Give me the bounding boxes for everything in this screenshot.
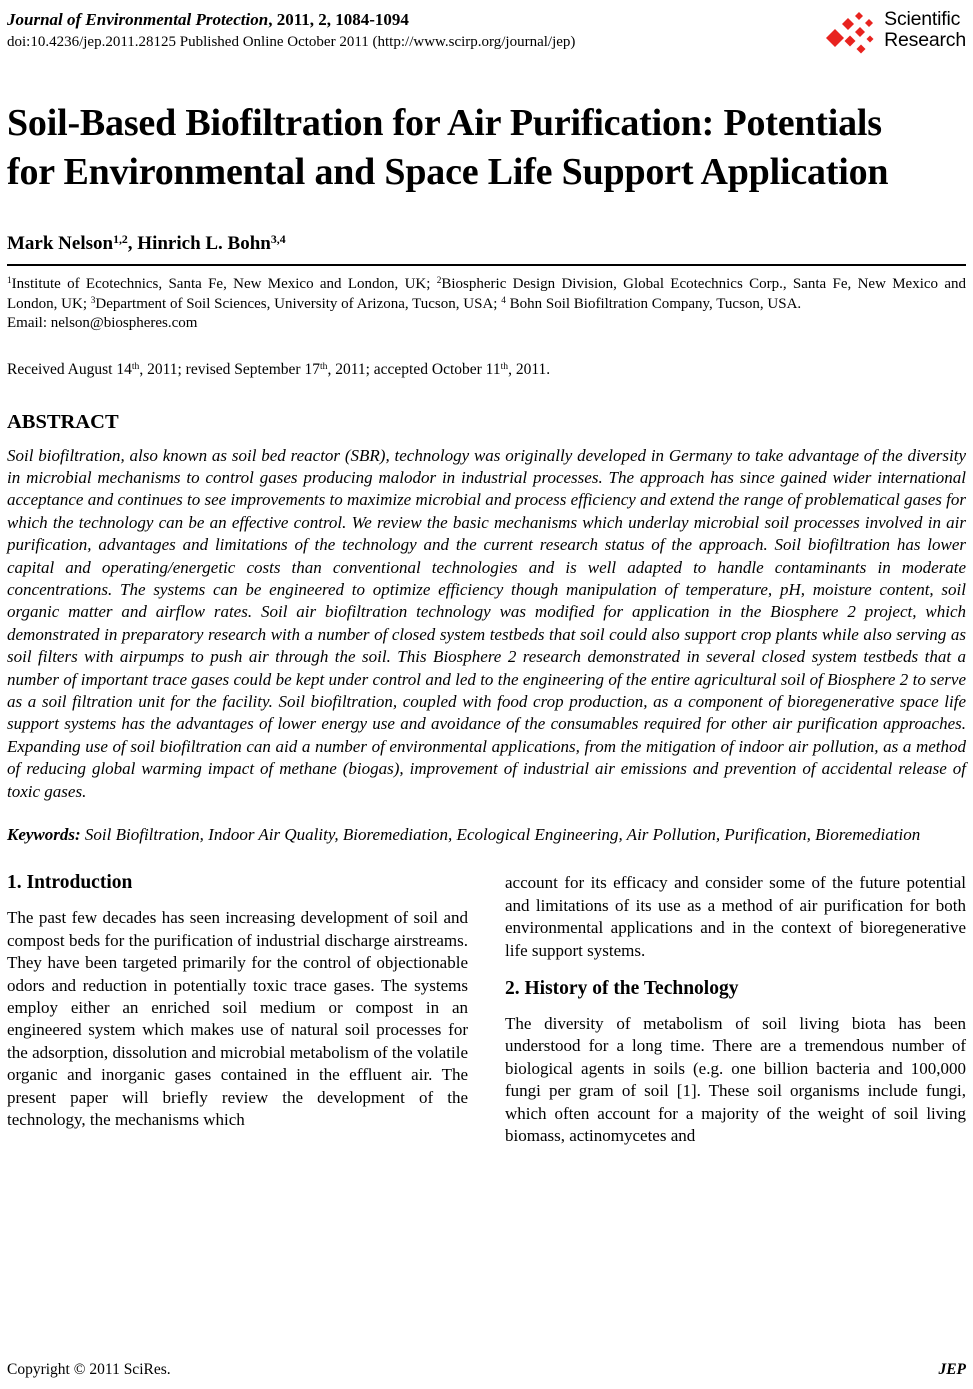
scires-diamonds-icon [825, 11, 879, 57]
page-header [7, 8, 966, 57]
author-divider-rule [7, 264, 966, 266]
journal-citation: , 2011, 2, 1084-1094 [268, 10, 409, 29]
author-line: Mark Nelson$^{1,2}$, Hinrich L. Bohn$^{3,4}$ [7, 233, 286, 254]
introduction-continuation-paragraph: account for its efficacy and consider some of the future potential and limitations of its use as a method of air purification for both environmental applications and in the context of bioregenerative life support systems. [505, 873, 966, 960]
right-column [505, 872, 966, 1147]
keywords-list: Soil Biofiltration, Indoor Air Quality, Bioremediation, Ecological Engineering, Air Pollution, Purification, Bioremediation [84, 825, 921, 844]
keywords-line [7, 824, 966, 846]
abstract-text: Soil biofiltration, also known as soil bed reactor (SBR), technology was originally developed in Germany to take advantage of the diversity in microbial mechanisms to control gases producing malodor in industrial processes. The approach has since gained wider international acceptance and continues to see improvements to maximize microbial and process efficiency and extend the range of problematical gases for which the technology can be an effective control. We review the basic mechanisms which underlay microbial soil processes involved in air purification, advantages and limitations of the technology and the current research status of the approach. Soil biofiltration has lower capital and operating/energetic costs than conventional technologies and is well adapted to handle contaminants in moderate concentrations. The systems can be engineered to optimize efficiency though manipulation of temperature, pH, moisture content, soil organic matter and airflow rates. Soil air biofiltration technology was modified for application in the Biosphere 2 project, which demonstrated in preparatory research with a number of closed system testbeds that soil could also support crop plants while also serving as soil filters with airpumps to push air through the soil. This Biosphere 2 research demonstrated in several closed system testbeds that a number of important trace gases could be kept under control and led to the engineering of the entire agricultural soil of Biosphere 2 to serve as a soil filtration unit for the facility. Soil biofiltration, coupled with food crop production, as a component of bioregenerative space life support systems has the advantages of lower energy use and avoidance of the consumables required for other air purification approaches. Expanding use of soil biofiltration can aid a number of environmental applications, from the mitigation of indoor air pollution, as a method of reducing global warming impact of methane (biogas), improvement of industrial air emissions and prevention of accidental release of toxic gases. [7, 445, 966, 801]
article-title: Soil-Based Biofiltration for Air Purification: Potentials for Environmental and Space Life Support Application [7, 102, 889, 193]
journal-citation-line [7, 10, 575, 30]
introduction-paragraph: The past few decades has seen increasing development of soil and compost beds for the purification of industrial discharge airstreams. They have been targeted primarily for the control of objectionable odors and reduction in potentially toxic trace gases. The systems employ either an enriched soil medium or compost in an engineered system which makes use of natural soil processes for the adsorption, dissolution and microbial metabolism of the volatile organic and inorganic gases contained in the effluent air. The present paper will briefly review the development of the technology, the mechanisms which [7, 908, 468, 1130]
scientific-research-logo [825, 9, 966, 57]
received-dates-line: Received August 14th, 2011; revised September 17th, 2011; accepted October 11th, 2011. [7, 360, 551, 378]
doi-line: doi:10.4236/jep.2011.28125 Published Online October 2011 (http://www.scirp.org/journal/jep) [7, 34, 576, 50]
section-heading-introduction: 1. Introduction [7, 872, 133, 894]
abstract-heading: ABSTRACT [7, 410, 119, 433]
body-columns [7, 872, 966, 1147]
affiliations: $^1$Institute of Ecotechnics, Santa Fe, New Mexico and London, UK; $^2$Biospheric Design Division, Global Ecotechnics Corp., Santa Fe, New Mexico and London, UK; $^3$Department of Soil Sciences, University of Arizona, Tucson, USA; $^4$ Bohn Soil Biofiltration Company, Tucson, USA. [7, 276, 966, 312]
page-footer [7, 1361, 966, 1379]
left-column [7, 872, 468, 1147]
journal-abbreviation: JEP [938, 1361, 966, 1378]
journal-info [7, 8, 575, 51]
logo-wordmark [884, 9, 966, 51]
logo-word-research: Research [884, 29, 966, 51]
logo-word-scientific: Scientific [884, 8, 961, 30]
section-heading-history: 2. History of the Technology [505, 978, 739, 1000]
journal-name: Journal of Environmental Protection [7, 10, 269, 29]
keywords-label: Keywords: [7, 825, 81, 844]
copyright-text: Copyright © 2011 SciRes. [7, 1361, 171, 1378]
history-paragraph: The diversity of metabolism of soil living biota has been understood for a long time. There are a tremendous number of biological agents in soils (e.g. one billion bacteria and 100,000 fungi per gram of soil [1]. These soil organisms include fungi, which often account for a majority of the weight of soil living biomass, actinomycetes and [505, 1014, 966, 1146]
email-line: Email: nelson@biospheres.com [7, 315, 198, 331]
